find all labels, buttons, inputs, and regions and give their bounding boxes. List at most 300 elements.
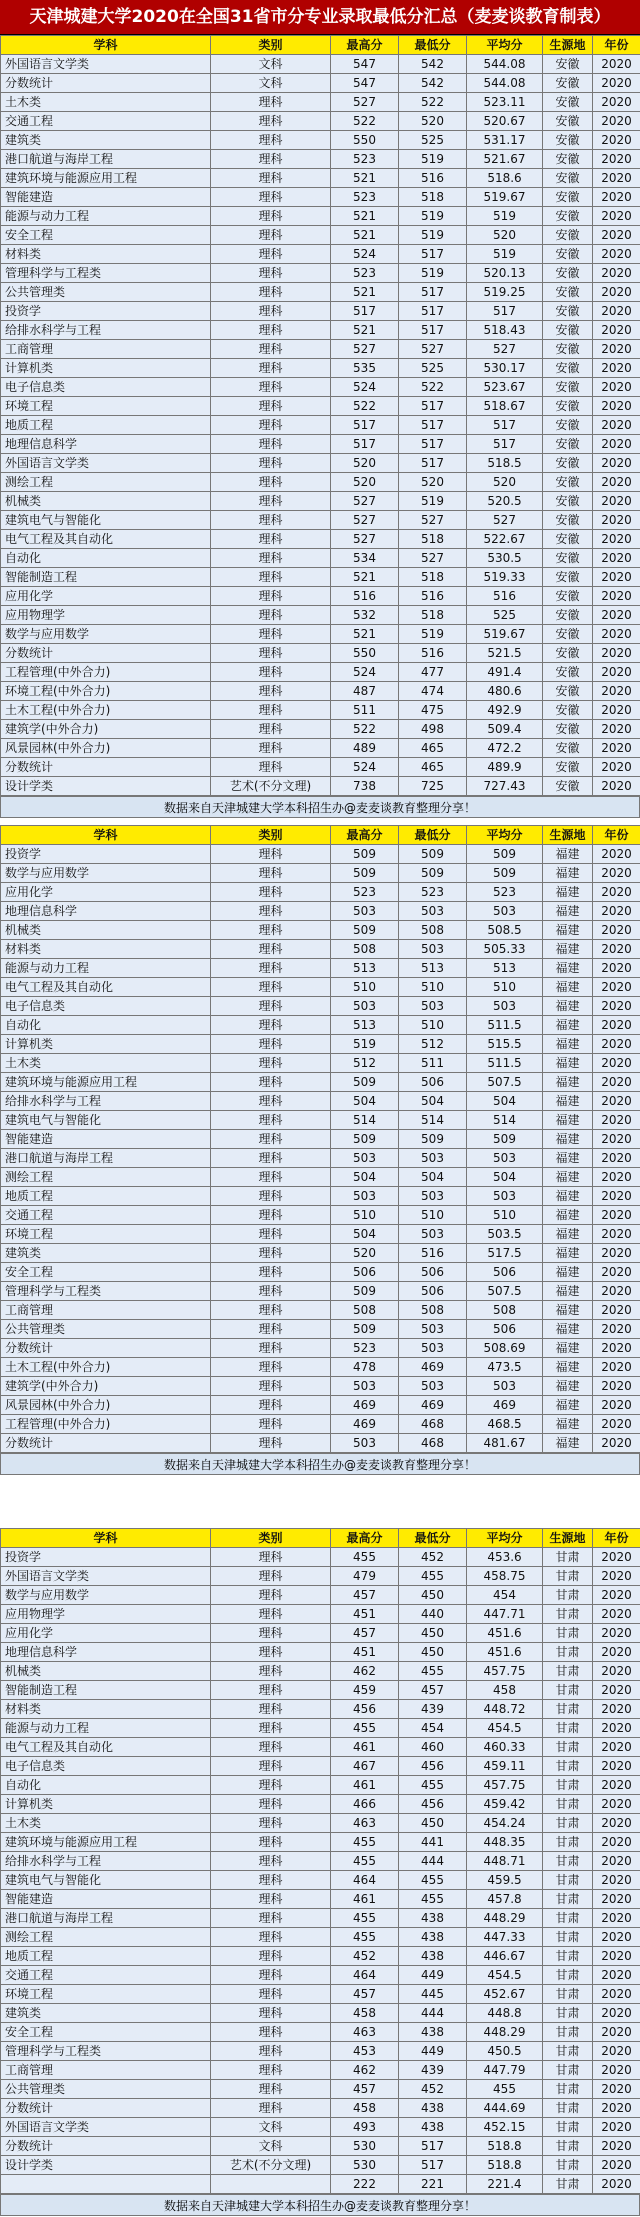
cell-province: 甘肃	[543, 1814, 593, 1833]
cell-province: 安徽	[543, 435, 593, 454]
cell-category: 理科	[211, 568, 331, 587]
cell-year: 2020	[593, 1320, 640, 1339]
cell-year: 2020	[593, 416, 640, 435]
cell-min: 518	[399, 530, 467, 549]
cell-subject: 安全工程	[1, 2023, 211, 2042]
cell-year: 2020	[593, 1643, 640, 1662]
cell-avg: 520.13	[467, 264, 543, 283]
cell-year: 2020	[593, 1130, 640, 1149]
cell-category: 艺术(不分文理)	[211, 2156, 331, 2175]
cell-max: 479	[331, 1567, 399, 1586]
header-subject: 学科	[1, 1529, 211, 1548]
cell-max: 458	[331, 2004, 399, 2023]
cell-subject: 土木类	[1, 1814, 211, 1833]
cell-subject: 智能建造	[1, 1890, 211, 1909]
cell-year: 2020	[593, 1111, 640, 1130]
cell-avg: 459.42	[467, 1795, 543, 1814]
cell-max: 461	[331, 1890, 399, 1909]
cell-category: 理科	[211, 1700, 331, 1719]
table-row	[1, 845, 640, 864]
cell-year: 2020	[593, 511, 640, 530]
cell-avg: 531.17	[467, 131, 543, 150]
cell-category: 理科	[211, 1168, 331, 1187]
cell-year: 2020	[593, 1396, 640, 1415]
cell-min: 519	[399, 150, 467, 169]
cell-category: 理科	[211, 1301, 331, 1320]
cell-category: 理科	[211, 1244, 331, 1263]
cell-min: 452	[399, 2080, 467, 2099]
cell-year: 2020	[593, 1054, 640, 1073]
cell-max: 530	[331, 2156, 399, 2175]
table-row	[1, 1776, 640, 1795]
cell-min: 221	[399, 2175, 467, 2194]
cell-category: 理科	[211, 1054, 331, 1073]
cell-avg: 513	[467, 959, 543, 978]
cell-min: 517	[399, 321, 467, 340]
cell-province: 甘肃	[543, 1833, 593, 1852]
cell-avg: 518.8	[467, 2156, 543, 2175]
cell-province: 福建	[543, 959, 593, 978]
cell-max: 523	[331, 150, 399, 169]
cell-category: 理科	[211, 1643, 331, 1662]
cell-avg: 448.71	[467, 1852, 543, 1871]
cell-avg: 503.5	[467, 1225, 543, 1244]
cell-category: 文科	[211, 2137, 331, 2156]
cell-year: 2020	[593, 454, 640, 473]
cell-avg: 481.67	[467, 1434, 543, 1453]
cell-min: 503	[399, 1187, 467, 1206]
cell-subject: 地质工程	[1, 1947, 211, 1966]
cell-avg: 507.5	[467, 1073, 543, 1092]
cell-max: 523	[331, 1339, 399, 1358]
cell-province: 安徽	[543, 473, 593, 492]
cell-max: 522	[331, 397, 399, 416]
cell-avg: 519	[467, 207, 543, 226]
cell-subject: 港口航道与海岸工程	[1, 1909, 211, 1928]
cell-subject: 工商管理	[1, 340, 211, 359]
table-row	[1, 701, 640, 720]
table-row	[1, 1833, 640, 1852]
cell-province: 福建	[543, 864, 593, 883]
cell-avg: 459.11	[467, 1757, 543, 1776]
cell-avg: 503	[467, 997, 543, 1016]
cell-subject: 自动化	[1, 549, 211, 568]
table-row	[1, 902, 640, 921]
cell-max: 222	[331, 2175, 399, 2194]
cell-subject: 分数统计	[1, 1339, 211, 1358]
cell-province: 安徽	[543, 549, 593, 568]
cell-avg: 446.67	[467, 1947, 543, 1966]
cell-max: 509	[331, 1073, 399, 1092]
cell-avg: 448.29	[467, 1909, 543, 1928]
cell-avg: 525	[467, 606, 543, 625]
cell-subject: 外国语言文学类	[1, 1567, 211, 1586]
table-row	[1, 378, 640, 397]
cell-min: 438	[399, 2023, 467, 2042]
cell-province: 甘肃	[543, 2061, 593, 2080]
cell-category: 理科	[211, 1890, 331, 1909]
cell-subject: 建筑环境与能源应用工程	[1, 1833, 211, 1852]
cell-avg: 453.6	[467, 1548, 543, 1567]
header-avg: 平均分	[467, 826, 543, 845]
cell-province: 福建	[543, 1206, 593, 1225]
cell-category: 理科	[211, 739, 331, 758]
cell-year: 2020	[593, 397, 640, 416]
cell-subject: 环境工程(中外合力)	[1, 682, 211, 701]
cell-subject: 投资学	[1, 845, 211, 864]
cell-avg: 480.6	[467, 682, 543, 701]
cell-avg: 444.69	[467, 2099, 543, 2118]
cell-min: 519	[399, 492, 467, 511]
cell-category: 理科	[211, 997, 331, 1016]
cell-avg: 520.5	[467, 492, 543, 511]
cell-province: 安徽	[543, 169, 593, 188]
cell-province: 安徽	[543, 758, 593, 777]
cell-max: 510	[331, 1206, 399, 1225]
cell-province: 安徽	[543, 587, 593, 606]
cell-category: 理科	[211, 1339, 331, 1358]
cell-subject: 智能制造工程	[1, 1681, 211, 1700]
cell-province: 福建	[543, 1263, 593, 1282]
cell-min: 508	[399, 1301, 467, 1320]
table-row	[1, 1149, 640, 1168]
cell-max: 455	[331, 1928, 399, 1947]
cell-year: 2020	[593, 1586, 640, 1605]
cell-max: 503	[331, 1434, 399, 1453]
cell-max: 452	[331, 1947, 399, 1966]
header-max: 最高分	[331, 36, 399, 55]
table-header-row	[1, 36, 640, 55]
cell-avg: 457.75	[467, 1662, 543, 1681]
cell-province: 安徽	[543, 568, 593, 587]
cell-avg: 221.4	[467, 2175, 543, 2194]
cell-year: 2020	[593, 1263, 640, 1282]
cell-min: 517	[399, 416, 467, 435]
cell-min: 525	[399, 359, 467, 378]
cell-subject: 给排水科学与工程	[1, 1092, 211, 1111]
cell-min: 506	[399, 1282, 467, 1301]
cell-avg: 454	[467, 1586, 543, 1605]
table-row	[1, 2099, 640, 2118]
cell-max: 510	[331, 978, 399, 997]
cell-subject: 机械类	[1, 921, 211, 940]
cell-year: 2020	[593, 959, 640, 978]
cell-max: 457	[331, 1985, 399, 2004]
cell-province: 甘肃	[543, 1548, 593, 1567]
table-row	[1, 587, 640, 606]
cell-year: 2020	[593, 1947, 640, 1966]
cell-subject: 电子信息类	[1, 997, 211, 1016]
cell-min: 441	[399, 1833, 467, 1852]
cell-min: 498	[399, 720, 467, 739]
table-row	[1, 283, 640, 302]
cell-category: 理科	[211, 1035, 331, 1054]
cell-avg: 505.33	[467, 940, 543, 959]
table-row	[1, 549, 640, 568]
score-table	[0, 825, 640, 1453]
cell-avg: 514	[467, 1111, 543, 1130]
cell-min: 469	[399, 1358, 467, 1377]
header-min: 最低分	[399, 36, 467, 55]
cell-category: 理科	[211, 1320, 331, 1339]
table-row	[1, 1947, 640, 1966]
cell-max: 527	[331, 93, 399, 112]
cell-province: 福建	[543, 883, 593, 902]
cell-max: 503	[331, 1149, 399, 1168]
cell-province: 安徽	[543, 644, 593, 663]
table-row	[1, 188, 640, 207]
table-row	[1, 1605, 640, 1624]
cell-province: 安徽	[543, 245, 593, 264]
cell-province: 安徽	[543, 511, 593, 530]
cell-category: 艺术(不分文理)	[211, 777, 331, 796]
cell-subject: 电气工程及其自动化	[1, 530, 211, 549]
cell-min: 725	[399, 777, 467, 796]
cell-max: 457	[331, 1624, 399, 1643]
table-row	[1, 1396, 640, 1415]
cell-max: 523	[331, 188, 399, 207]
cell-max: 516	[331, 587, 399, 606]
cell-province: 安徽	[543, 416, 593, 435]
header-category: 类别	[211, 1529, 331, 1548]
table-row	[1, 207, 640, 226]
cell-avg: 511.5	[467, 1054, 543, 1073]
cell-year: 2020	[593, 245, 640, 264]
cell-year: 2020	[593, 226, 640, 245]
cell-year: 2020	[593, 1377, 640, 1396]
cell-avg: 519.67	[467, 188, 543, 207]
cell-year: 2020	[593, 2004, 640, 2023]
cell-year: 2020	[593, 1624, 640, 1643]
cell-max: 461	[331, 1776, 399, 1795]
cell-min: 516	[399, 1244, 467, 1263]
cell-max: 509	[331, 1320, 399, 1339]
table-row	[1, 883, 640, 902]
cell-category: 理科	[211, 1947, 331, 1966]
cell-subject: 测绘工程	[1, 1928, 211, 1947]
cell-max: 514	[331, 1111, 399, 1130]
cell-category: 理科	[211, 1263, 331, 1282]
cell-province: 甘肃	[543, 1757, 593, 1776]
cell-year: 2020	[593, 93, 640, 112]
header-subject: 学科	[1, 36, 211, 55]
cell-year: 2020	[593, 978, 640, 997]
cell-province: 福建	[543, 978, 593, 997]
header-year: 年份	[593, 826, 640, 845]
cell-max: 469	[331, 1396, 399, 1415]
cell-year: 2020	[593, 1681, 640, 1700]
table-row	[1, 340, 640, 359]
cell-province: 福建	[543, 1320, 593, 1339]
cell-avg: 522.67	[467, 530, 543, 549]
cell-subject: 材料类	[1, 245, 211, 264]
cell-category: 理科	[211, 169, 331, 188]
cell-subject: 管理科学与工程类	[1, 2042, 211, 2061]
table-row	[1, 568, 640, 587]
table-row	[1, 131, 640, 150]
cell-category: 理科	[211, 2042, 331, 2061]
cell-min: 517	[399, 2156, 467, 2175]
cell-min: 514	[399, 1111, 467, 1130]
table-row	[1, 606, 640, 625]
cell-category: 理科	[211, 1795, 331, 1814]
cell-subject: 风景园林(中外合力)	[1, 1396, 211, 1415]
cell-max: 513	[331, 959, 399, 978]
cell-avg: 520	[467, 473, 543, 492]
table-header-row	[1, 1529, 640, 1548]
cell-year: 2020	[593, 1738, 640, 1757]
table-row	[1, 1852, 640, 1871]
cell-subject: 公共管理类	[1, 1320, 211, 1339]
table-row	[1, 1928, 640, 1947]
cell-max: 524	[331, 245, 399, 264]
cell-avg: 509	[467, 1130, 543, 1149]
table-row	[1, 150, 640, 169]
cell-year: 2020	[593, 739, 640, 758]
cell-avg: 523	[467, 883, 543, 902]
cell-max: 524	[331, 758, 399, 777]
cell-category: 理科	[211, 1225, 331, 1244]
cell-province: 安徽	[543, 682, 593, 701]
header-category: 类别	[211, 826, 331, 845]
cell-year: 2020	[593, 283, 640, 302]
cell-subject: 分数统计	[1, 2137, 211, 2156]
cell-province: 甘肃	[543, 1643, 593, 1662]
cell-category: 理科	[211, 1548, 331, 1567]
cell-min: 516	[399, 169, 467, 188]
cell-province: 福建	[543, 1301, 593, 1320]
cell-avg: 447.33	[467, 1928, 543, 1947]
table-row	[1, 2156, 640, 2175]
cell-province: 安徽	[543, 93, 593, 112]
cell-subject: 建筑环境与能源应用工程	[1, 1073, 211, 1092]
cell-subject: 能源与动力工程	[1, 207, 211, 226]
cell-category: 理科	[211, 1605, 331, 1624]
cell-category: 理科	[211, 511, 331, 530]
cell-year: 2020	[593, 663, 640, 682]
cell-subject: 材料类	[1, 1700, 211, 1719]
cell-category: 理科	[211, 978, 331, 997]
cell-province: 福建	[543, 921, 593, 940]
cell-subject: 测绘工程	[1, 1168, 211, 1187]
cell-category: 理科	[211, 473, 331, 492]
cell-min: 519	[399, 625, 467, 644]
cell-subject: 给排水科学与工程	[1, 1852, 211, 1871]
cell-category: 理科	[211, 606, 331, 625]
cell-subject: 设计学类	[1, 777, 211, 796]
cell-min: 439	[399, 1700, 467, 1719]
cell-province: 安徽	[543, 359, 593, 378]
cell-category: 理科	[211, 625, 331, 644]
table-row	[1, 359, 640, 378]
cell-year: 2020	[593, 864, 640, 883]
cell-province: 福建	[543, 997, 593, 1016]
cell-category: 理科	[211, 1358, 331, 1377]
header-avg: 平均分	[467, 36, 543, 55]
cell-max: 508	[331, 940, 399, 959]
cell-subject: 工程管理(中外合力)	[1, 1415, 211, 1434]
header-min: 最低分	[399, 1529, 467, 1548]
cell-max: 527	[331, 340, 399, 359]
cell-year: 2020	[593, 625, 640, 644]
cell-province: 甘肃	[543, 2137, 593, 2156]
cell-max: 504	[331, 1168, 399, 1187]
cell-max: 503	[331, 1377, 399, 1396]
cell-year: 2020	[593, 1206, 640, 1225]
cell-min: 511	[399, 1054, 467, 1073]
table-row	[1, 1624, 640, 1643]
cell-min: 519	[399, 226, 467, 245]
cell-category: 理科	[211, 1415, 331, 1434]
cell-min: 522	[399, 378, 467, 397]
cell-avg: 544.08	[467, 74, 543, 93]
cell-year: 2020	[593, 321, 640, 340]
cell-avg: 517	[467, 302, 543, 321]
cell-min: 516	[399, 587, 467, 606]
cell-avg: 520.67	[467, 112, 543, 131]
cell-province: 甘肃	[543, 2099, 593, 2118]
table-row	[1, 2118, 640, 2137]
cell-category: 理科	[211, 1757, 331, 1776]
cell-avg: 516	[467, 587, 543, 606]
cell-year: 2020	[593, 359, 640, 378]
table-row	[1, 663, 640, 682]
cell-year: 2020	[593, 435, 640, 454]
cell-min: 517	[399, 454, 467, 473]
cell-subject: 应用化学	[1, 883, 211, 902]
table-row	[1, 112, 640, 131]
cell-min: 503	[399, 1320, 467, 1339]
cell-max: 506	[331, 1263, 399, 1282]
cell-subject: 分数统计	[1, 74, 211, 93]
cell-avg: 508.5	[467, 921, 543, 940]
cell-max: 523	[331, 264, 399, 283]
cell-category: 理科	[211, 864, 331, 883]
cell-year: 2020	[593, 902, 640, 921]
cell-subject: 建筑类	[1, 2004, 211, 2023]
cell-min: 527	[399, 549, 467, 568]
cell-subject: 智能建造	[1, 188, 211, 207]
cell-category: 理科	[211, 188, 331, 207]
cell-min: 457	[399, 1681, 467, 1700]
cell-min: 506	[399, 1263, 467, 1282]
cell-category: 理科	[211, 1586, 331, 1605]
cell-category: 理科	[211, 226, 331, 245]
cell-year: 2020	[593, 777, 640, 796]
cell-province: 福建	[543, 1035, 593, 1054]
cell-avg: 517	[467, 435, 543, 454]
table-row	[1, 1548, 640, 1567]
cell-avg: 518.5	[467, 454, 543, 473]
cell-subject: 能源与动力工程	[1, 1719, 211, 1738]
table-row	[1, 1035, 640, 1054]
cell-year: 2020	[593, 758, 640, 777]
cell-subject: 给排水科学与工程	[1, 321, 211, 340]
cell-max: 489	[331, 739, 399, 758]
cell-subject: 应用物理学	[1, 606, 211, 625]
section-gansu	[0, 1528, 640, 2216]
table-row	[1, 1662, 640, 1681]
table-header-row	[1, 826, 640, 845]
score-table	[0, 1528, 640, 2194]
cell-year: 2020	[593, 188, 640, 207]
table-row	[1, 2023, 640, 2042]
cell-max: 550	[331, 131, 399, 150]
cell-year: 2020	[593, 1187, 640, 1206]
cell-min: 450	[399, 1814, 467, 1833]
cell-max: 517	[331, 302, 399, 321]
cell-subject: 电子信息类	[1, 378, 211, 397]
